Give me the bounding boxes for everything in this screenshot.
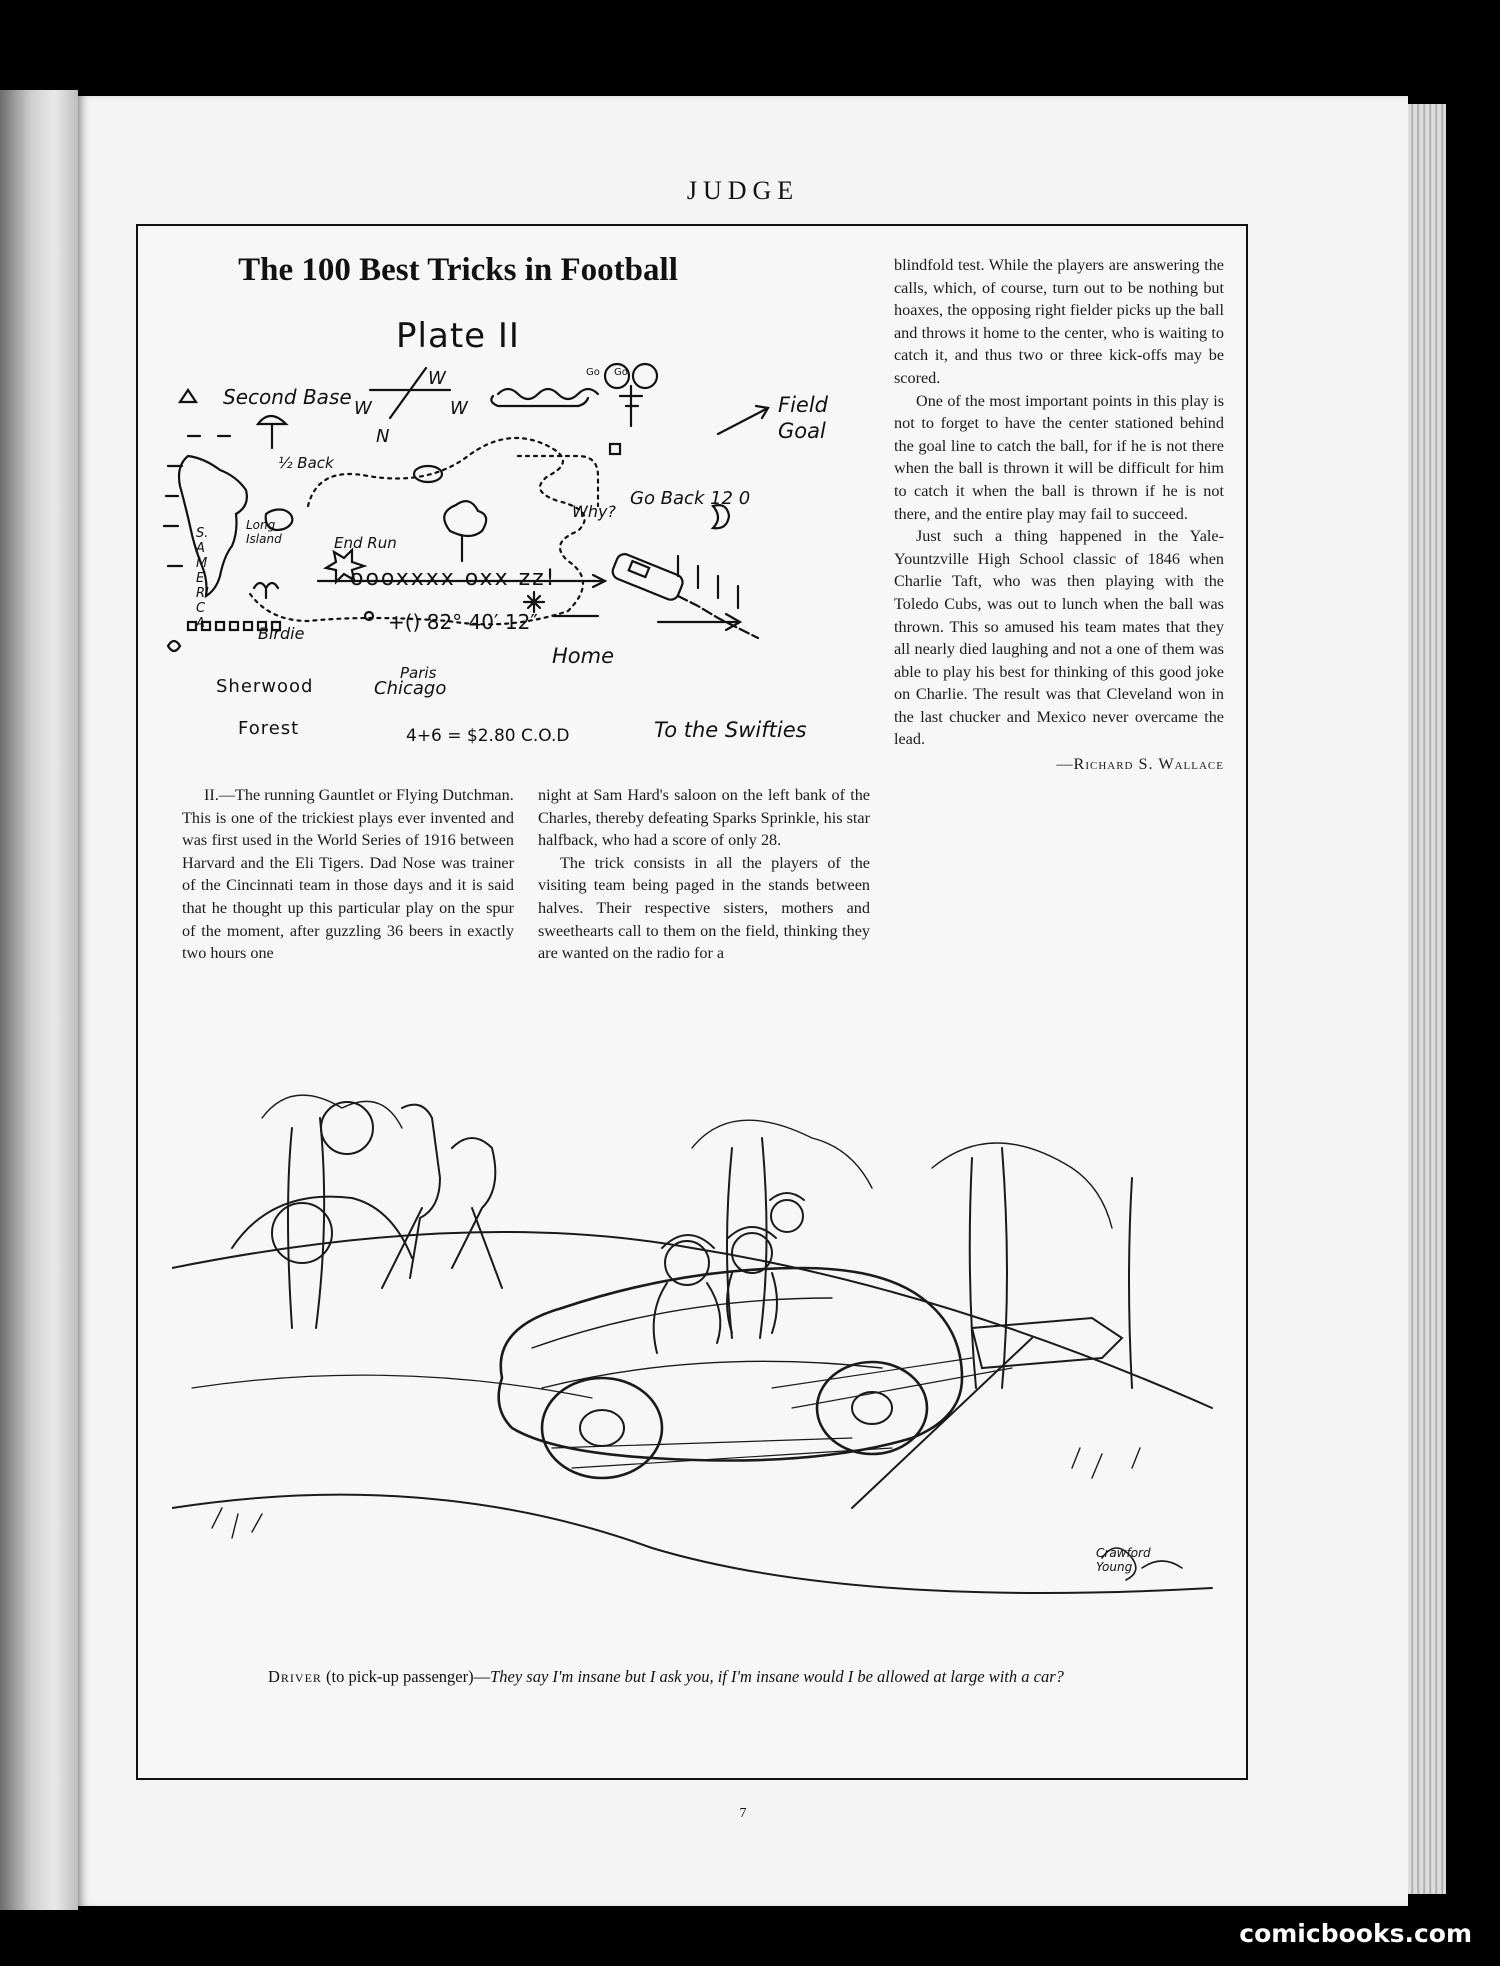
map-label-go-right: Go: [614, 367, 628, 378]
cartoon-signature: Crawford Young: [1096, 1546, 1151, 1574]
map-label-formation: oooxxxx oxx zz!: [350, 566, 557, 591]
map-label-cod: 4+6 = $2.80 C.O.D: [406, 726, 570, 746]
map-label-paris: Paris: [400, 664, 437, 682]
map-label-chicago: Chicago: [374, 678, 447, 699]
page-stack-edge: [1408, 104, 1446, 1894]
map-label-sherwood: Sherwood: [216, 676, 314, 697]
caption-quote: They say I'm insane but I ask you, if I'm insane would I be allowed at large with a car?: [490, 1667, 1064, 1686]
car-cartoon-illustration: [172, 1088, 1218, 1650]
article-column-2: [538, 784, 870, 965]
map-label-coordinates: +() 82° 40′ 12″: [388, 610, 538, 634]
map-label-go-left: Go: [586, 367, 600, 378]
map-label-half-back: ½ Back: [278, 454, 334, 472]
map-label-why: Why?: [572, 502, 616, 521]
byline: —Richard S. Wallace: [1056, 755, 1224, 774]
col1-paragraph-2: This is one of the trickiest plays ever invented and was first used in the World Series of 1916 between Harvard and the Eli Tigers. Dad Nose was trainer of the Cincinnati team in those days and it is said that he thought up this particular play on the spur of the moment, after guzzling 36 beers in exactly two hours one: [182, 808, 514, 963]
running-head: JUDGE: [686, 176, 800, 205]
map-label-swifties: To the Swifties: [654, 718, 807, 742]
map-label-forest: Forest: [238, 718, 300, 739]
article-column-3: [894, 254, 1224, 776]
article-column-1: [182, 784, 514, 965]
col2-paragraph-2: The trick consists in all the players of the visiting team being paged in the stands between halves. Their respective sisters, mothers and sweethearts call to them on the field, thinking they are wanted on the radio for a: [538, 853, 870, 963]
map-label-compass-w-right: W: [450, 398, 468, 419]
map-label-end-run: End Run: [334, 534, 397, 552]
map-label-second-base: Second Base: [223, 385, 352, 409]
map-label-field-goal: Field Goal: [778, 393, 828, 443]
map-label-go-back: Go Back 12 0: [630, 488, 751, 509]
article-title: The 100 Best Tricks in Football: [238, 252, 678, 288]
map-label-home: Home: [552, 644, 615, 668]
col1-paragraph-1: II.—The running Gauntlet or Flying Dutchman.: [204, 786, 514, 804]
map-label-compass-n: N: [376, 426, 390, 447]
map-label-compass-w-top: W: [428, 368, 446, 389]
plate-title: Plate II: [396, 316, 520, 356]
cartoon-caption: [268, 1666, 1128, 1688]
col2-paragraph-1: night at Sam Hard's saloon on the left bank of the Charles, thereby defeating Sparks Sprinkle, his star halfback, who had a score of only 28.: [538, 786, 870, 850]
article-frame: [136, 224, 1248, 1780]
col3-paragraph-1: blindfold test. While the players are answering the calls, which, of course, turn out to be nothing but hoaxes, the opposing right fielder picks up the ball and throws it home to the center, who is waiting to catch it, and thus two or three kick-offs may be scored.: [894, 256, 1224, 387]
caption-stage-direction: (to pick-up passenger)—: [321, 1667, 491, 1686]
left-page-edge: [0, 90, 78, 1910]
magazine-page: [78, 96, 1408, 1906]
map-label-long-island: Long Island: [246, 518, 282, 546]
map-label-birdie: Birdie: [258, 624, 305, 643]
col3-paragraph-3: Just such a thing happened in the Yale-Yountzville High School classic of 1846 when Charlie Taft, who was then playing with the Toledo Cubs, was out to lunch when the ball was thrown. This so amused his team mates that they all nearly died laughing and not a one of them was able to play his best for thinking of this good joke on Charlie. The result was that Cleveland won in the last chucker and Mexico never overcame the lead.: [894, 527, 1224, 749]
col3-paragraph-2: One of the most important points in this play is not to forget to have the center stationed behind the goal line to catch the ball, for if he is not there when the ball is thrown it will be difficult for him to catch it when the ball is thrown if he is not there, and the entire play may fail to succeed.: [894, 391, 1224, 523]
caption-speaker: Driver: [268, 1667, 322, 1686]
site-watermark: comicbooks.com: [1239, 1919, 1472, 1948]
page-number: 7: [739, 1806, 747, 1821]
map-label-compass-w-left: W: [354, 398, 372, 419]
map-label-s-america: S. AMERICA: [196, 526, 209, 631]
